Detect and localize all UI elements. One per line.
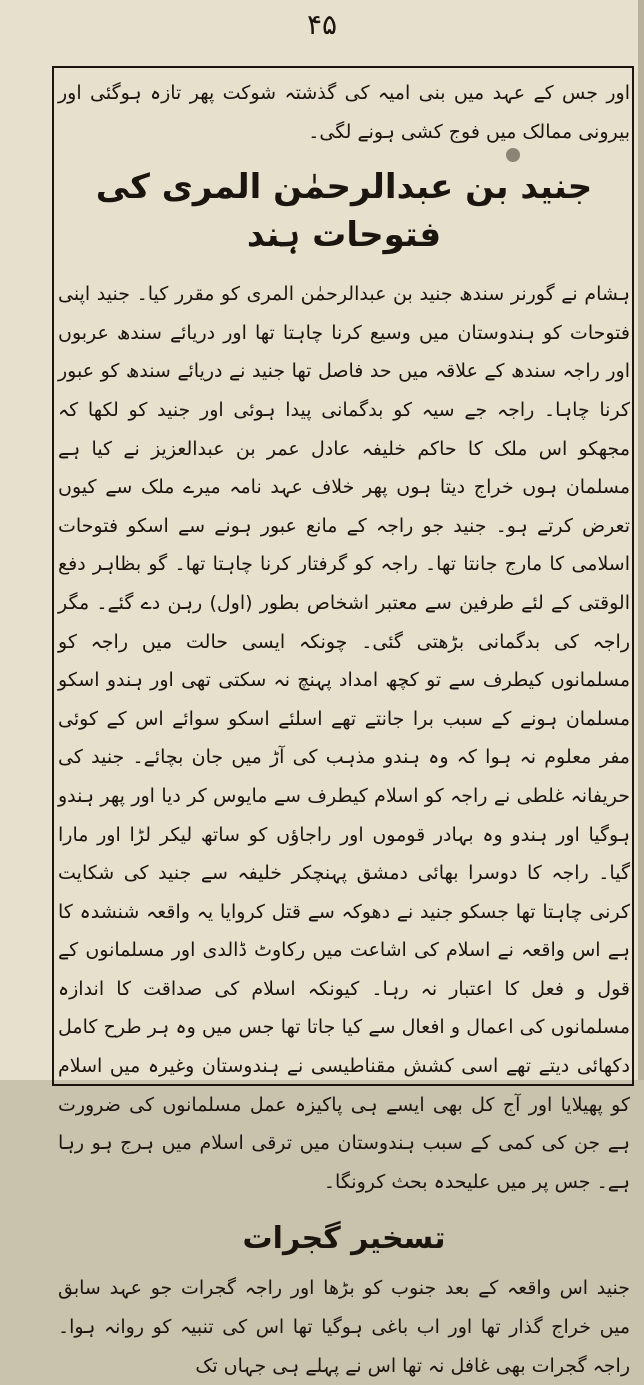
page-number: ۴۵ [306,8,338,41]
section-heading-gujarat: تسخیر گجرات [242,1221,446,1257]
paragraph-gujarat: جنید اس واقعہ کے بعد جنوب کو بڑھا اور راجہ گجرات جو عہد سابق میں خراج گذار تھا اور اب باغی ہوگیا تھا اس کی تنبیہ کو روانہ ہوا۔ راجہ گجرات بھی غافل نہ تھا اس نے پہلے ہی جہاں تک [58,1277,630,1377]
page-body [58,74,630,1377]
section-heading-junaid: جنید بن عبدالرحمٰن المری کی فتوحات ہند [95,167,593,256]
paragraph-junaid-conquests: ہشام نے گورنر سندھ جنید بن عبدالرحمٰن المری کو مقرر کیا۔ جنید اپنی فتوحات کو ہندوستان میں وسیع کرنا چاہتا تھا اور دریائے سندھ عربوں اور راجہ سندھ کے علاقہ میں حد فاصل تھا جنید نے دریائے سندھ کو عبور کرنا چاہا۔ راجہ جے سیہ کو بدگمانی پیدا ہوئی اور جنید کو لکھا کہ مجھکو اس ملک کا حاکم خلیفہ عادل عمر بن عبدالعزیز نے کیا ہے مسلمان ہوں خراج دیتا ہوں پھر خلاف عہد نامہ میرے ملک سے کیوں تعرض کرتے ہو۔ جنید جو راجہ کے مانع عبور ہونے سے اسکو فتوحات اسلامی کا مارج جانتا تھا۔ راجہ کو گرفتار کرنا چاہتا تھا۔ گو بظاہر دفع الوقتی کے لئے طرفین سے معتبر اشخاص بطور (اول) رہن دے گئے۔ مگر راجہ کی بدگمانی بڑھتی گئی۔ چونکہ ایسی حالت میں راجہ کو مسلمانوں کیطرف سے تو کچھ امداد پہنچ نہ سکتی تھی اور ہندو اسکو مسلمان ہونے کے سبب برا جانتے تھے اسلئے اسکو سوائے اس کے کوئی مفر معلوم نہ ہوا کہ وہ ہندو مذہب کی آڑ میں جان بچائے۔ جنید کی حریفانہ غلطی نے راجہ کو اسلام کیطرف سے مایوس کر دیا اور پھر ہندو ہوگیا اور ہندو وہ بہادر قوموں اور راجاؤں کو ساتھ لیکر لڑا اور مارا گیا۔ راجہ کا دوسرا بھائی دمشق پہنچکر خلیفہ سے جنید کی شکایت کرنی چاہتا تھا جسکو جنید نے دھوکہ سے قتل کروایا یہ واقعہ شنشدہ کا ہے اس واقعہ نے اسلام کی اشاعت میں رکاوٹ ڈالدی اور مسلمانوں کے قول و فعل کا اعتبار نہ رہا۔ کیونکہ اسلام کی صداقت کا اندازہ مسلمانوں کی اعمال و افعال سے کیا جاتا تھا جس میں وہ ہر طرح کامل دکھائی دیتے تھے اسی کشش مقناطیسی نے ہندوستان وغیرہ میں اسلام کو پھیلایا اور آج کل بھی ایسے ہی پاکیزہ عمل مسلمانوں کی ضرورت ہے جن کی کمی کے سبب ہندوستان میں ترقی اسلام میں ہرج ہو رہا ہے۔ جس پر میں علیحدہ بحث کرونگا۔ [58,283,630,1193]
page-edge-shadow [638,0,644,1080]
intro-paragraph: اور جس کے عہد میں بنی امیہ کی گذشتہ شوکت پھر تازہ ہوگئی اور بیرونی ممالک میں فوج کشی ہونے لگی۔ [58,82,630,143]
